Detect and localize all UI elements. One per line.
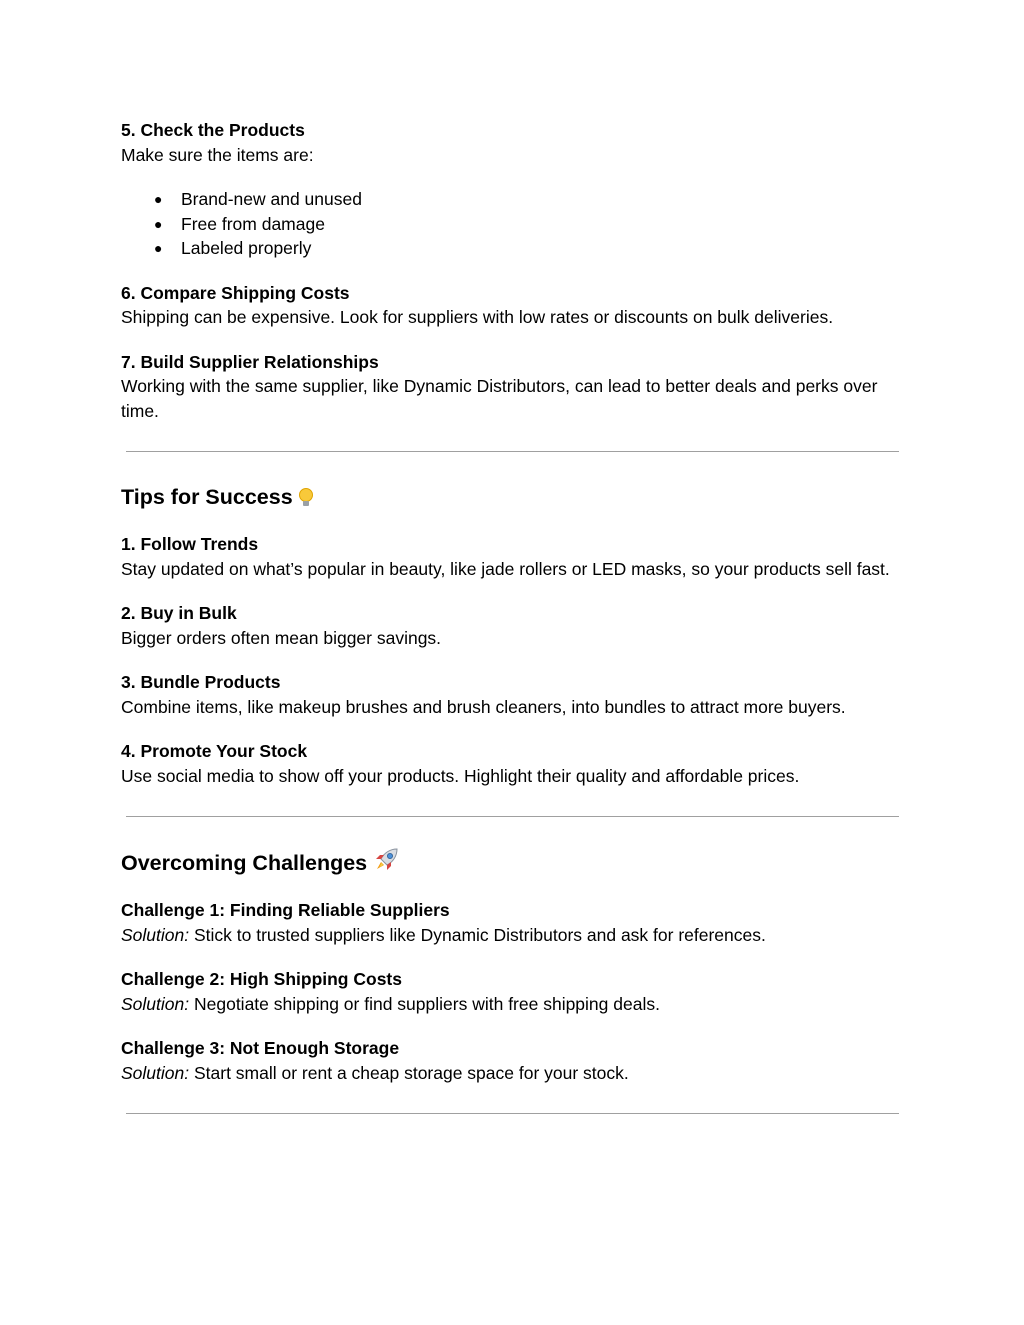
step-text: Make sure the items are: xyxy=(121,144,314,165)
step-6 xyxy=(121,281,901,330)
bullet-icon: ● xyxy=(154,191,163,207)
bullet-list xyxy=(121,187,901,261)
section-heading-challenges: Overcoming Challenges xyxy=(121,847,901,878)
challenge-title: Challenge 2: High Shipping Costs xyxy=(121,969,402,989)
challenge-solution: Solution: Negotiate shipping or find suppliers with free shipping deals. xyxy=(121,993,660,1014)
challenge-solution: Solution: Start small or rent a cheap storage space for your stock. xyxy=(121,1062,629,1083)
challenge-item xyxy=(121,1036,901,1085)
step-7 xyxy=(121,350,901,424)
step-text: Working with the same supplier, like Dynamic Distributors, can lead to better deals and perks over time. xyxy=(121,376,878,421)
tip-title: 2. Buy in Bulk xyxy=(121,603,237,623)
section-divider xyxy=(126,816,899,817)
tip-title: 1. Follow Trends xyxy=(121,534,259,554)
step-title: 6. Compare Shipping Costs xyxy=(121,282,350,303)
light-bulb-icon xyxy=(299,488,313,506)
step-title: 7. Build Supplier Relationships xyxy=(121,351,379,372)
document-page xyxy=(121,118,901,1114)
bullet-icon: ● xyxy=(154,240,163,256)
list-item: ● Labeled properly xyxy=(181,236,901,261)
tip-text: Stay updated on what’s popular in beauty, like jade rollers or LED masks, so your products sell fast. xyxy=(121,558,890,579)
tip-title: 3. Bundle Products xyxy=(121,672,281,692)
list-item: ● Brand-new and unused xyxy=(181,187,901,212)
step-title: 5. Check the Products xyxy=(121,120,305,140)
tip-item xyxy=(121,532,901,581)
solution-label: Solution: xyxy=(121,924,190,945)
tip-text: Combine items, like makeup brushes and brush cleaners, into bundles to attract more buyers. xyxy=(121,696,846,717)
tip-text: Use social media to show off your products. Highlight their quality and affordable prices. xyxy=(121,765,800,786)
section-divider xyxy=(126,1113,899,1114)
tip-item xyxy=(121,601,901,650)
tip-item xyxy=(121,670,901,719)
challenge-item xyxy=(121,898,901,947)
rocket-icon xyxy=(373,847,399,873)
challenge-title: Challenge 1: Finding Reliable Suppliers xyxy=(121,900,450,920)
tip-item xyxy=(121,739,901,788)
tip-title: 4. Promote Your Stock xyxy=(121,741,308,761)
bullet-icon: ● xyxy=(154,215,163,232)
solution-label: Solution: xyxy=(121,993,190,1014)
section-heading-tips: Tips for Success xyxy=(121,482,901,512)
challenge-solution: Solution: Stick to trusted suppliers like Dynamic Distributors and ask for references. xyxy=(121,924,766,945)
challenge-title: Challenge 3: Not Enough Storage xyxy=(121,1038,400,1058)
tip-text: Bigger orders often mean bigger savings. xyxy=(121,627,442,648)
step-5 xyxy=(121,118,901,261)
section-divider xyxy=(126,451,899,452)
list-item: ● Free from damage xyxy=(181,212,901,237)
step-text: Shipping can be expensive. Look for suppliers with low rates or discounts on bulk deliveries. xyxy=(121,307,834,327)
solution-label: Solution: xyxy=(121,1062,190,1083)
challenge-item xyxy=(121,967,901,1016)
